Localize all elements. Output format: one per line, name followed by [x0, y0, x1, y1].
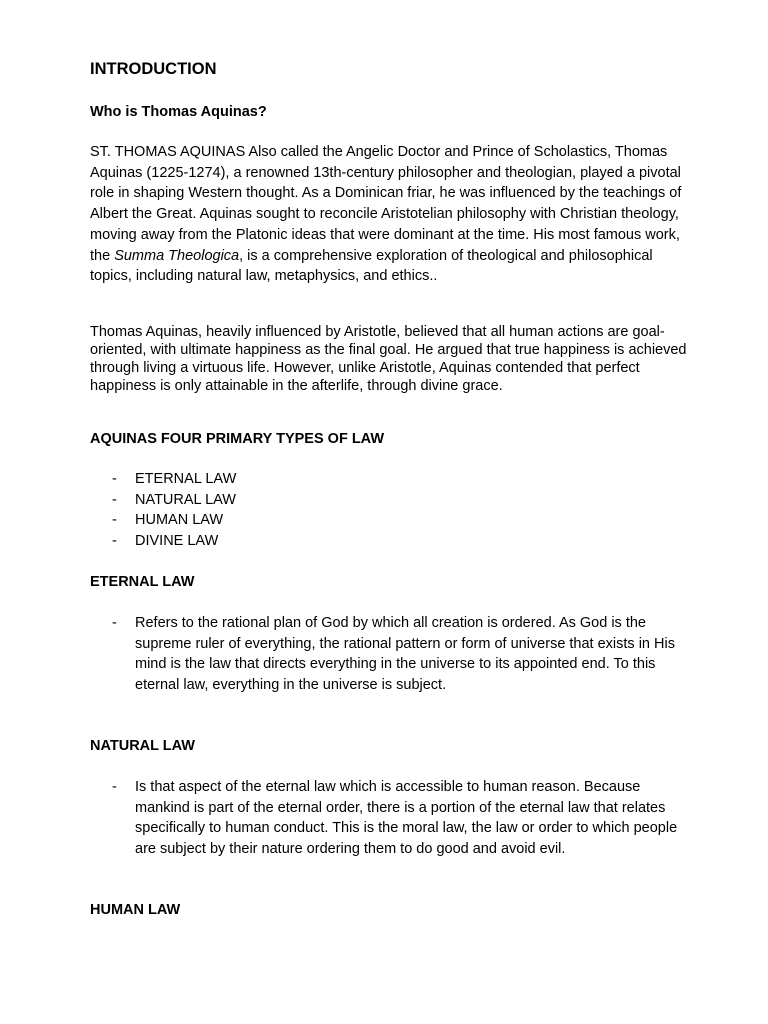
intro-text-start: ST. THOMAS AQUINAS Also called the Angelic Doctor and Prince of Scholastics, Thomas Aquinas (1225-1274), a renowned 13th-century philosopher and theologian, played a pivotal role in shaping Western thought. As a Dominican friar, he was influenced by the teachings of Albert the Great. Aquinas sought to reconcile Aristotelian philosophy with Christian theology, moving away from the Platonic ideas that were dominant at the time. His most famous work, the — [90, 144, 682, 264]
dash-bullet: - — [112, 779, 117, 795]
law-types-list — [112, 469, 236, 552]
list-item: - ETERNAL LAW — [112, 469, 236, 490]
intro-paragraph — [90, 142, 690, 287]
natural-law-heading: NATURAL LAW — [90, 738, 195, 754]
list-item: - DIVINE LAW — [112, 531, 236, 552]
dash-bullet: - — [112, 512, 117, 529]
human-law-heading: HUMAN LAW — [90, 902, 181, 918]
page-title: INTRODUCTION — [90, 60, 217, 78]
natural-law-text: Is that aspect of the eternal law which is accessible to human reason. Because mankind is part of the eternal order, there is a portion of the eternal law that relates specifically to human conduct. This is the moral law, the law or order to which people are subject by their nature ordering them to do good and avoid evil. — [135, 779, 678, 858]
list-item: - HUMAN LAW — [112, 510, 236, 531]
dash-bullet: - — [112, 491, 117, 508]
aristotle-paragraph: Thomas Aquinas, heavily influenced by Aristotle, believed that all human actions are goal-oriented, with ultimate happiness as the final goal. He argued that true happiness is achieved through living a virtuous life. However, unlike Aristotle, Aquinas contended that perfect happiness is only attainable in the afterlife, through divine grace. — [90, 324, 687, 394]
list-item: - NATURAL LAW — [112, 490, 236, 511]
natural-law-item — [112, 777, 682, 860]
intro-text-end: , is a comprehensive exploration of theological and philosophical topics, including natural law, metaphysics, and ethics.. — [90, 247, 653, 285]
eternal-law-heading: ETERNAL LAW — [90, 574, 195, 590]
section-subheading: Who is Thomas Aquinas? — [90, 104, 267, 120]
eternal-law-item — [112, 613, 682, 696]
dash-bullet: - — [112, 533, 117, 550]
dash-bullet: - — [112, 615, 117, 631]
eternal-law-text: Refers to the rational plan of God by which all creation is ordered. As God is the supreme ruler of everything, the rational pattern or form of universe that exists in His mind is the law that directs everything in the universe to its appointed end. To this eternal law, everything in the universe is subject. — [135, 615, 675, 694]
types-heading: AQUINAS FOUR PRIMARY TYPES OF LAW — [90, 431, 385, 447]
dash-bullet: - — [112, 471, 117, 487]
summa-theologica-title: Summa Theologica — [114, 247, 240, 264]
